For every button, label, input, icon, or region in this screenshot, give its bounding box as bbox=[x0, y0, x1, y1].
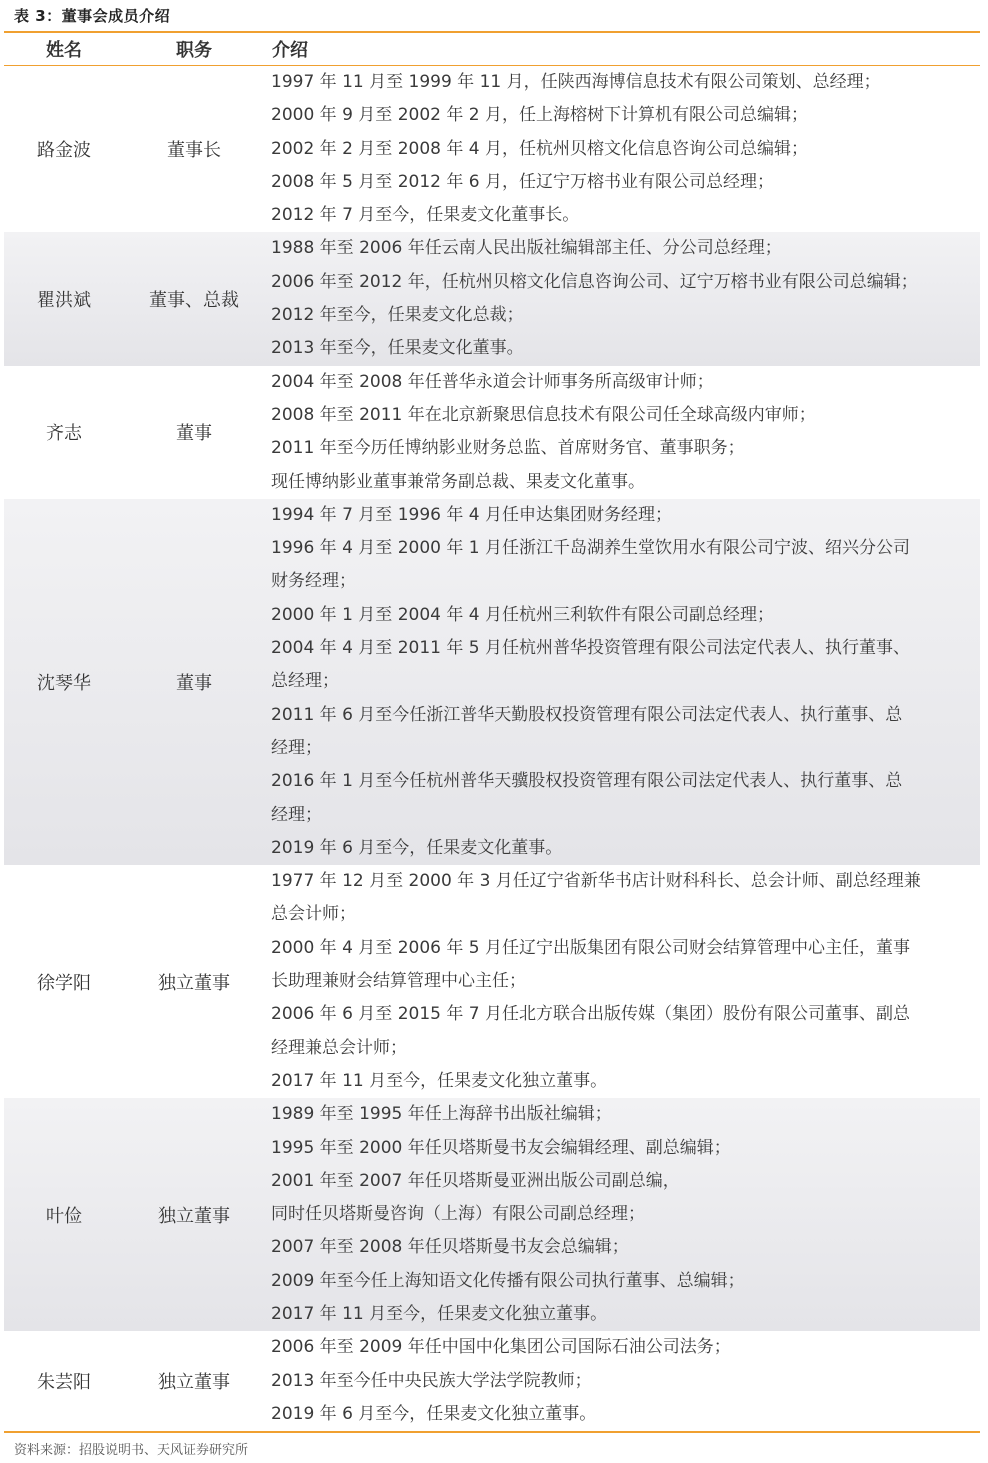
table-caption: 表 3：董事会成员介绍 bbox=[14, 7, 171, 25]
member-intro bbox=[271, 232, 976, 365]
table-row bbox=[4, 232, 980, 365]
intro-line: 2011 年至今历任博纳影业财务总监、首席财务官、董事职务； bbox=[271, 438, 745, 459]
member-title: 独立董事 bbox=[158, 1372, 230, 1394]
intro-line: 2000 年 9 月至 2002 年 2 月，任上海榕树下计算机有限公司总编辑； bbox=[271, 105, 808, 126]
member-intro bbox=[271, 366, 976, 499]
intro-line: 2009 年至今任上海知语文化传播有限公司执行董事、总编辑； bbox=[271, 1270, 745, 1291]
member-intro bbox=[271, 499, 976, 865]
member-title: 董事长 bbox=[167, 140, 221, 162]
intro-line: 1994 年 7 月至 1996 年 4 月任申达集团财务经理； bbox=[271, 504, 672, 525]
table-row bbox=[4, 1098, 980, 1331]
member-name: 齐志 bbox=[46, 423, 82, 445]
member-title: 董事 bbox=[176, 423, 212, 445]
intro-line: 2000 年 4 月至 2006 年 5 月任辽宁出版集团有限公司财会结算管理中心主任，董事 bbox=[271, 937, 910, 958]
intro-line: 2013 年至今任中央民族大学法学院教师； bbox=[271, 1370, 592, 1391]
intro-line: 2019 年 6 月至今，任果麦文化董事。 bbox=[271, 837, 563, 858]
intro-line: 1988 年至 2006 年任云南人民出版社编辑部主任、分公司总经理； bbox=[271, 238, 782, 259]
member-title: 独立董事 bbox=[158, 972, 230, 994]
table-body bbox=[4, 66, 980, 1431]
member-name: 朱芸阳 bbox=[37, 1372, 91, 1394]
intro-line: 1977 年 12 月至 2000 年 3 月任辽宁省新华书店计财科科长、总会计师、副总经理兼 bbox=[271, 871, 921, 892]
intro-line: 2006 年至 2009 年任中国中化集团公司国际石油公司法务； bbox=[271, 1337, 731, 1358]
intro-line: 2017 年 11 月至今，任果麦文化独立董事。 bbox=[271, 1070, 608, 1091]
table-row bbox=[4, 499, 980, 865]
member-title: 独立董事 bbox=[158, 1205, 230, 1227]
intro-line: 2008 年 5 月至 2012 年 6 月，任辽宁万榕书业有限公司总经理； bbox=[271, 171, 774, 192]
source-note: 资料来源：招股说明书、天风证券研究所 bbox=[14, 1443, 249, 1458]
intro-line: 2001 年至 2007 年任贝塔斯曼亚洲出版公司副总编， bbox=[271, 1170, 680, 1191]
intro-line: 2012 年至今，任果麦文化总裁； bbox=[271, 305, 524, 326]
intro-line: 经理； bbox=[271, 737, 322, 758]
intro-line: 1997 年 11 月至 1999 年 11 月，任陕西海博信息技术有限公司策划、总经理； bbox=[271, 72, 881, 92]
member-name: 瞿洪斌 bbox=[37, 290, 91, 312]
table-header bbox=[4, 33, 980, 65]
intro-line: 2002 年 2 月至 2008 年 4 月，任杭州贝榕文化信息咨询公司总编辑； bbox=[271, 138, 808, 159]
table-row bbox=[4, 66, 980, 232]
member-name: 徐学阳 bbox=[37, 972, 91, 994]
member-name: 沈琴华 bbox=[37, 672, 91, 694]
intro-line: 2006 年至 2012 年，任杭州贝榕文化信息咨询公司、辽宁万榕书业有限公司总编辑； bbox=[271, 271, 918, 292]
member-intro bbox=[271, 865, 976, 1098]
member-name: 叶俭 bbox=[46, 1205, 82, 1227]
intro-line: 2011 年 6 月至今任浙江普华天勤股权投资管理有限公司法定代表人、执行董事、总 bbox=[271, 704, 903, 725]
intro-line: 2019 年 6 月至今，任果麦文化独立董事。 bbox=[271, 1403, 597, 1424]
intro-line: 2008 年至 2011 年在北京新聚思信息技术有限公司任全球高级内审师； bbox=[271, 404, 816, 425]
intro-line: 同时任贝塔斯曼咨询（上海）有限公司副总经理； bbox=[271, 1204, 645, 1225]
intro-line: 2017 年 11 月至今，任果麦文化独立董事。 bbox=[271, 1303, 608, 1324]
intro-line: 1989 年至 1995 年任上海辞书出版社编辑； bbox=[271, 1104, 612, 1125]
intro-line: 总经理； bbox=[271, 671, 339, 692]
table-row bbox=[4, 865, 980, 1098]
table-row bbox=[4, 1331, 980, 1431]
intro-line: 长助理兼财会结算管理中心主任； bbox=[271, 971, 526, 992]
member-intro bbox=[271, 1331, 976, 1431]
intro-line: 2006 年 6 月至 2015 年 7 月任北方联合出版传媒（集团）股份有限公司董事、副总 bbox=[271, 1004, 910, 1025]
member-title: 董事、总裁 bbox=[149, 290, 239, 312]
member-intro bbox=[271, 1098, 976, 1331]
intro-line: 经理兼总会计师； bbox=[271, 1037, 407, 1058]
intro-line: 1996 年 4 月至 2000 年 1 月任浙江千岛湖养生堂饮用水有限公司宁波、绍兴分公司 bbox=[271, 538, 910, 559]
intro-line: 经理； bbox=[271, 804, 322, 825]
intro-line: 总会计师； bbox=[271, 904, 356, 925]
table-bottom-rule bbox=[4, 1431, 980, 1433]
table-row bbox=[4, 366, 980, 499]
intro-line: 2013 年至今，任果麦文化董事。 bbox=[271, 338, 524, 359]
member-title: 董事 bbox=[176, 672, 212, 694]
intro-line: 2012 年 7 月至今，任果麦文化董事长。 bbox=[271, 205, 580, 226]
intro-line: 2004 年至 2008 年任普华永道会计师事务所高级审计师； bbox=[271, 371, 714, 392]
intro-line: 2016 年 1 月至今任杭州普华天骥股权投资管理有限公司法定代表人、执行董事、总 bbox=[271, 771, 903, 792]
intro-line: 2000 年 1 月至 2004 年 4 月任杭州三利软件有限公司副总经理； bbox=[271, 604, 774, 625]
header-title: 职务 bbox=[176, 40, 212, 61]
member-name: 路金波 bbox=[37, 140, 91, 162]
intro-line: 1995 年至 2000 年任贝塔斯曼书友会编辑经理、副总编辑； bbox=[271, 1137, 731, 1158]
member-intro bbox=[271, 66, 976, 232]
intro-line: 2007 年至 2008 年任贝塔斯曼书友会总编辑； bbox=[271, 1237, 629, 1258]
header-intro: 介绍 bbox=[272, 40, 308, 61]
header-name: 姓名 bbox=[46, 40, 82, 61]
intro-line: 财务经理； bbox=[271, 571, 356, 592]
intro-line: 2004 年 4 月至 2011 年 5 月任杭州普华投资管理有限公司法定代表人、执行董事、 bbox=[271, 638, 910, 659]
intro-line: 现任博纳影业董事兼常务副总裁、果麦文化董事。 bbox=[271, 471, 645, 492]
